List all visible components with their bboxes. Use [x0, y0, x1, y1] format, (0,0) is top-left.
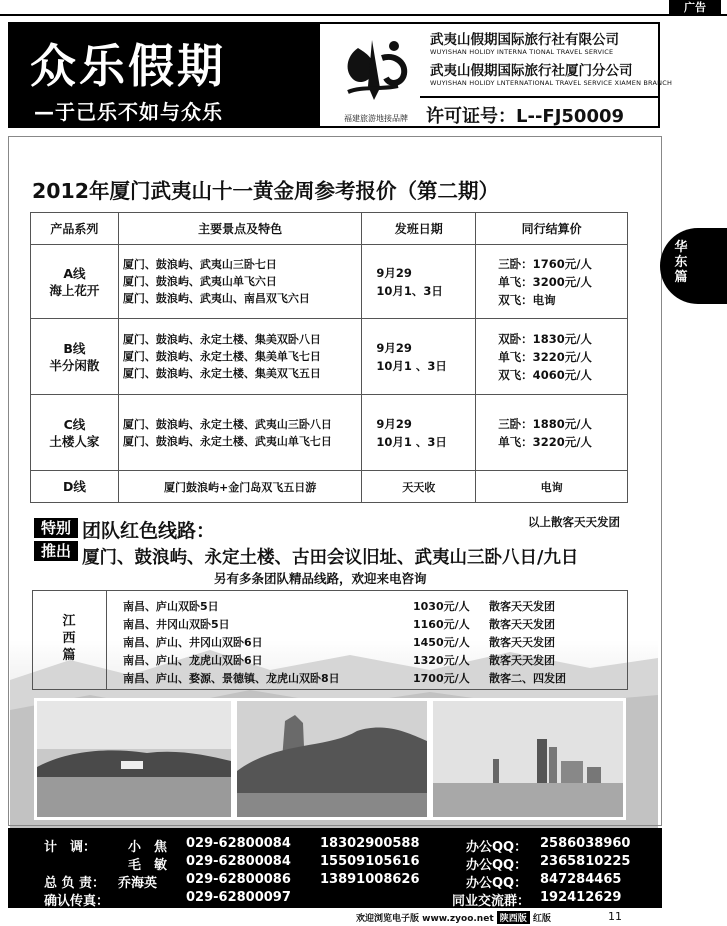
logo-caption: 福建旅游地接品牌: [344, 114, 408, 123]
price-cell: 电询: [476, 471, 628, 503]
date-cell: 9月29 10月1、3日: [362, 245, 476, 319]
contact-role: 确认传真：: [44, 894, 110, 909]
route-cell: 厦门、鼓浪屿、永定土楼、集美双卧八日 厦门、鼓浪屿、永定土楼、集美单飞七日 厦门、鼓浪屿、永定土楼、集美双飞五日: [118, 319, 362, 395]
contact-phone: 029-62800084: [186, 836, 291, 851]
contact-name: 毛 敏: [128, 858, 168, 873]
city-photo-image: [433, 701, 623, 817]
calligraphy-logo-icon: [328, 28, 424, 112]
page-number: 11: [608, 910, 622, 923]
brand-title: 众乐假期: [30, 39, 226, 93]
special-more-info: 另有多条团队精品线路，欢迎来电咨询: [214, 571, 427, 586]
header: [8, 22, 673, 128]
contact-name: 乔海英: [118, 876, 158, 891]
branch-name-en: WUYISHAN HOLIDY LNTERNATIONAL TRAVEL SERVICE XIAMEN BRANCH: [430, 79, 673, 87]
table-row: [31, 319, 628, 395]
contact-qq: 847284465: [540, 872, 622, 887]
company-name-cn: 武夷山假期国际旅行社有限公司: [430, 32, 619, 48]
table-row: [31, 471, 628, 503]
contact-phone: 029-62800086: [186, 872, 291, 887]
contact-qq: 2365810225: [540, 854, 631, 869]
jiangxi-section: 江西篇 南昌、庐山双卧5日 1030元/人 散客天天发团 南昌、井冈山双卧5日 1160元/人 散客天天发团 南昌、庐山、井冈山双卧6日 1450元/人 散客天天发团 南昌、庐山、龙虎山双卧6日 1320元/人 散客天天发团 南昌、庐山、婺源、景德镇、龙虎山双卧8日 1700元/人 散客二、四发团: [32, 590, 628, 690]
table-row: [31, 245, 628, 319]
special-note: 以上散客天天发团: [528, 515, 620, 529]
contact-mobile: 18302900588: [320, 836, 420, 851]
price-cell: 三卧：1880元/人 单飞：3220元/人: [476, 395, 628, 471]
branch-name-cn: 武夷山假期国际旅行社厦门分公司: [430, 63, 633, 79]
contact-qq-label: 办公QQ：: [466, 858, 528, 873]
photo-city: [430, 698, 626, 820]
route-cell: 厦门、鼓浪屿、武夷山三卧七日 厦门、鼓浪屿、武夷山单飞六日 厦门、鼓浪屿、武夷山、南昌双飞六日: [118, 245, 362, 319]
route-cell: 厦门鼓浪屿+金门岛双飞五日游: [118, 471, 362, 503]
brand-slogan: —于己乐不如与众乐: [34, 100, 223, 124]
photo-island: [34, 698, 234, 820]
calligraphy-logo: [328, 28, 424, 124]
top-bar: [0, 0, 727, 16]
company-name-en: WUYISHAN HOLIDY INTERNA TIONAL TRAVEL SERVICE: [430, 48, 614, 56]
date-cell: 天天收: [362, 471, 476, 503]
contact-group: 192412629: [540, 890, 622, 905]
footer-text: 欢迎浏览电子版 www.zyoo.net: [356, 914, 494, 924]
price-cell: 三卧：1760元/人 单飞：3200元/人 双飞：电询: [476, 245, 628, 319]
contact-mobile: 13891008626: [320, 872, 420, 887]
contact-qq: 2586038960: [540, 836, 631, 851]
header-series: 产品系列: [31, 213, 119, 245]
page-title: 2012年厦门武夷山十一黄金周参考报价（第二期）: [32, 179, 500, 203]
special-routes: 厦门、鼓浪屿、永定土楼、古田会议旧址、武夷山三卧八日/九日: [82, 548, 579, 568]
series-cell: C线 土楼人家: [31, 395, 119, 471]
contact-name: 小 焦: [128, 840, 168, 855]
footer-edition: 红版: [532, 914, 551, 924]
brand-box: [10, 24, 320, 126]
contact-qq-label: 办公QQ：: [466, 840, 528, 855]
company-info: [430, 28, 673, 90]
special-heading: 团队红色线路：: [82, 520, 216, 542]
date-cell: 9月29 10月1 、3日: [362, 395, 476, 471]
series-cell: B线 半分闲散: [31, 319, 119, 395]
side-tab-huadong: 华东篇: [660, 228, 727, 304]
special-offer: [34, 514, 638, 586]
series-cell: A线 海上花开: [31, 245, 119, 319]
contact-phone: 029-62800084: [186, 854, 291, 869]
header-route: 主要景点及特色: [118, 213, 362, 245]
route-cell: 厦门、鼓浪屿、永定土楼、武夷山三卧八日 厦门、鼓浪屿、永定土楼、武夷山单飞七日: [118, 395, 362, 471]
footer-edition-box: 陕西版: [497, 911, 530, 924]
contact-mobile: 15509105616: [320, 854, 420, 869]
contact-role: 总 负 责：: [44, 876, 106, 891]
price-table-header: [31, 213, 628, 245]
header-date: 发班日期: [362, 213, 476, 245]
contact-fax: 029-62800097: [186, 890, 291, 905]
contact-qq-label: 办公QQ：: [466, 876, 528, 891]
contact-group-label: 同业交流群：: [452, 894, 531, 909]
price-cell: 双卧：1830元/人 单飞：3220元/人 双飞：4060元/人: [476, 319, 628, 395]
jiangxi-label: 江西篇: [33, 591, 107, 689]
special-badge: 特别 推出: [34, 518, 78, 564]
price-table: [30, 212, 628, 503]
date-cell: 9月29 10月1 、3日: [362, 319, 476, 395]
ad-tag: 广告: [669, 0, 721, 15]
series-cell: D线: [31, 471, 119, 503]
photo-mountain: [234, 698, 430, 820]
header-price: 同行结算价: [476, 213, 628, 245]
mountain-photo-image: [237, 701, 427, 817]
table-row: [31, 395, 628, 471]
island-photo-image: [37, 701, 231, 817]
contact-role: 计 调：: [44, 840, 97, 855]
footer: [356, 911, 551, 925]
contact-panel: [8, 828, 662, 908]
license-number: 许可证号：L--FJ50009: [420, 96, 660, 126]
